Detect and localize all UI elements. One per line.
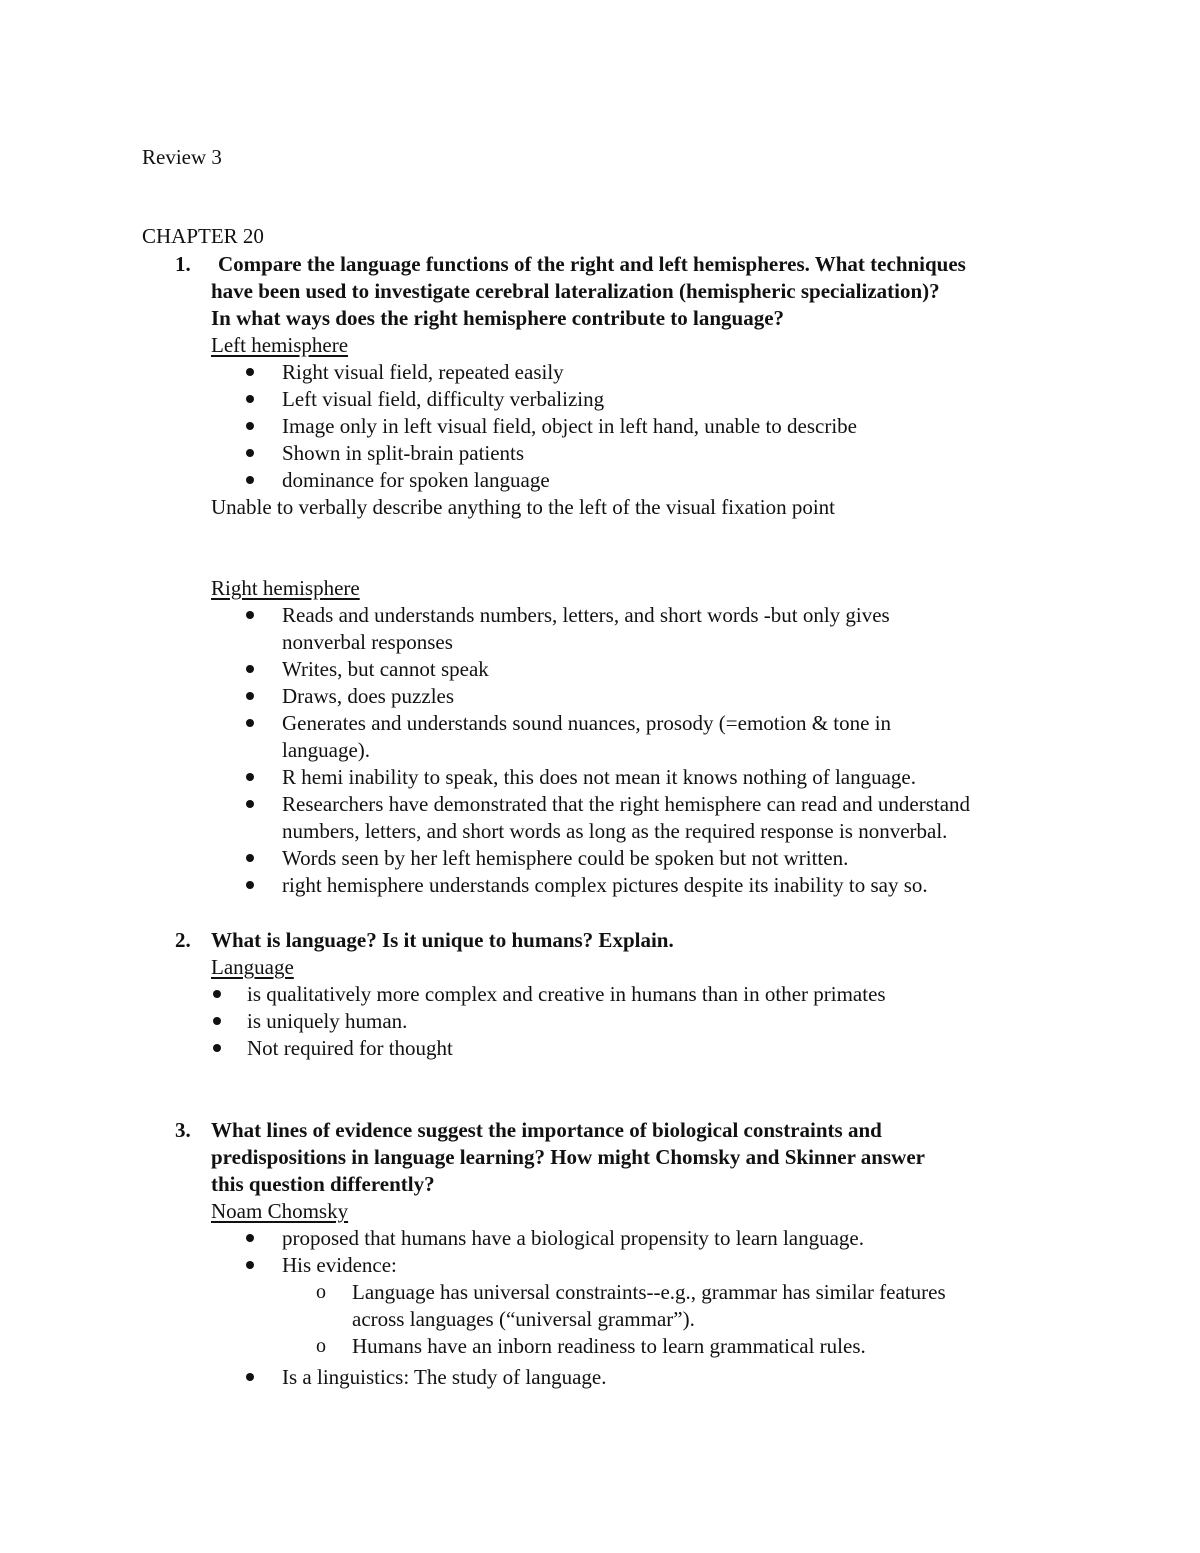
bullet-dot — [246, 395, 254, 403]
right-bullet-3: Draws, does puzzles — [282, 684, 455, 708]
q1-line-2: have been used to investigate cerebral lateralization (hemispheric specialization)? — [211, 279, 940, 303]
chomsky-heading: Noam Chomsky — [211, 1199, 349, 1223]
right-bullet-6-line-2: numbers, letters, and short words as long as the required response is nonverbal. — [282, 819, 948, 843]
bullet-dot — [246, 1261, 254, 1269]
q2-line: What is language? Is it unique to humans? Explain. — [211, 928, 674, 952]
bullet-dot — [213, 990, 221, 998]
bullet-dot — [246, 854, 254, 862]
bullet-dot — [246, 665, 254, 673]
left-bullet-1: Right visual field, repeated easily — [282, 360, 564, 384]
left-hemisphere-note: Unable to verbally describe anything to the left of the visual fixation point — [211, 495, 836, 519]
right-bullet-4-line-1: Generates and understands sound nuances, prosody (=emotion & tone in — [282, 711, 892, 735]
bullet-dot — [246, 422, 254, 430]
left-bullet-3: Image only in left visual field, object in left hand, unable to describe — [282, 414, 857, 438]
right-bullet-5: R hemi inability to speak, this does not mean it knows nothing of language. — [282, 765, 916, 789]
bullet-dot — [246, 1373, 254, 1381]
sub-bullet-1-line-1: Language has universal constraints--e.g., grammar has similar features — [352, 1280, 946, 1304]
q3-line-1: What lines of evidence suggest the importance of biological constraints and — [211, 1118, 882, 1142]
chomsky-bullet-2: His evidence: — [282, 1253, 397, 1277]
bullet-dot — [246, 800, 254, 808]
bullet-dot — [246, 719, 254, 727]
language-bullet-1: is qualitatively more complex and creative in humans than in other primates — [247, 982, 886, 1006]
bullet-dot — [213, 1044, 221, 1052]
bullet-dot — [246, 881, 254, 889]
right-bullet-7: Words seen by her left hemisphere could be spoken but not written. — [282, 846, 849, 870]
bullet-dot — [246, 773, 254, 781]
left-bullet-2: Left visual field, difficulty verbalizing — [282, 387, 605, 411]
chapter-heading: CHAPTER 20 — [142, 224, 264, 248]
sub-bullet-2: Humans have an inborn readiness to learn grammatical rules. — [352, 1334, 866, 1358]
q3-line-2: predispositions in language learning? How might Chomsky and Skinner answer — [211, 1145, 925, 1169]
language-bullet-3: Not required for thought — [247, 1036, 453, 1060]
sub-bullet-1-line-2: across languages (“universal grammar”). — [352, 1307, 695, 1331]
q1-line-3: In what ways does the right hemisphere contribute to language? — [211, 306, 785, 330]
bullet-dot — [246, 611, 254, 619]
sub-bullet-marker: o — [316, 1281, 326, 1303]
bullet-dot — [246, 368, 254, 376]
right-bullet-8: right hemisphere understands complex pictures despite its inability to say so. — [282, 873, 928, 897]
document-title: Review 3 — [142, 145, 222, 169]
right-bullet-6-line-1: Researchers have demonstrated that the right hemisphere can read and understand — [282, 792, 971, 816]
chomsky-bullet-1: proposed that humans have a biological propensity to learn language. — [282, 1226, 865, 1250]
left-bullet-4: Shown in split-brain patients — [282, 441, 525, 465]
q1-line-1: Compare the language functions of the right and left hemispheres. What techniques — [218, 252, 966, 276]
right-bullet-1-line-2: nonverbal responses — [282, 630, 453, 654]
bullet-dot — [213, 1017, 221, 1025]
left-hemisphere-heading: Left hemisphere — [211, 333, 349, 357]
right-hemisphere-heading: Right hemisphere — [211, 576, 360, 600]
q3-number: 3. — [175, 1118, 191, 1142]
language-heading: Language — [211, 955, 294, 979]
bullet-dot — [246, 476, 254, 484]
q2-number: 2. — [175, 928, 191, 952]
bullet-dot — [246, 1234, 254, 1242]
language-bullet-2: is uniquely human. — [247, 1009, 408, 1033]
bullet-dot — [246, 692, 254, 700]
chomsky-bullet-3: Is a linguistics: The study of language. — [282, 1365, 607, 1389]
bullet-dot — [246, 449, 254, 457]
left-bullet-5: dominance for spoken language — [282, 468, 550, 492]
right-bullet-2: Writes, but cannot speak — [282, 657, 489, 681]
right-bullet-1-line-1: Reads and understands numbers, letters, and short words -but only gives — [282, 603, 890, 627]
q1-number: 1. — [175, 252, 191, 276]
q3-line-3: this question differently? — [211, 1172, 435, 1196]
right-bullet-4-line-2: language). — [282, 738, 371, 762]
sub-bullet-marker: o — [316, 1335, 326, 1357]
